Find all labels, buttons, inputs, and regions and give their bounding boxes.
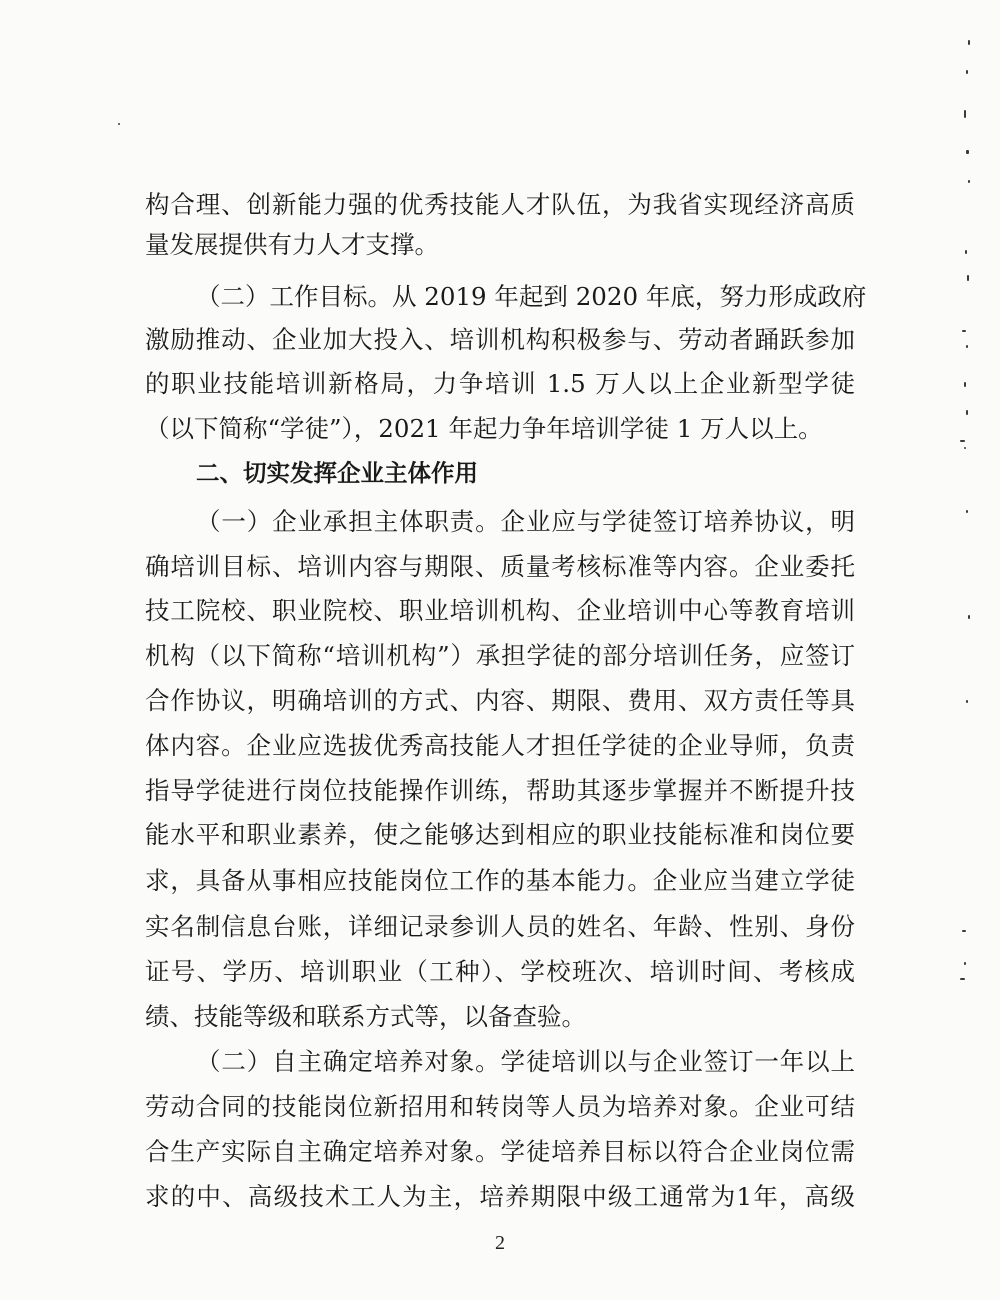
scan-speck	[966, 345, 968, 348]
scan-speck	[965, 250, 967, 254]
paragraph-line: 绩、技能等级和联系方式等，以备查验。	[145, 1002, 586, 1031]
page-number: 2	[495, 1232, 505, 1254]
scan-speck	[966, 510, 968, 513]
paragraph-line: 量发展提供有力人才支撑。	[145, 230, 439, 259]
scan-speck	[964, 382, 966, 387]
paragraph-line: （二）自主确定培养对象。学徒培训以与企业签订一年以上	[196, 1047, 855, 1076]
paragraph-line: 构合理、创新能力强的优秀技能人才队伍，为我省实现经济高质	[145, 190, 855, 219]
scan-speck	[962, 930, 966, 932]
paragraph-line: 技工院校、职业院校、职业培训机构、企业培训中心等教育培训	[145, 596, 855, 625]
scan-speck	[964, 962, 966, 965]
paragraph-line: 确培训目标、培训内容与期限、质量考核标准等内容。企业委托	[145, 552, 855, 581]
scan-speck	[962, 330, 966, 332]
paragraph-line: 机构（以下简称“培训机构”）承担学徒的部分培训任务，应签订	[145, 641, 855, 670]
paragraph-line: 能水平和职业素养，使之能够达到相应的职业技能标准和岗位要	[145, 820, 855, 849]
paragraph-line: （二）工作目标。从 2019 年起到 2020 年底，努力形成政府	[196, 282, 867, 311]
paragraph-line: 的职业技能培训新格局，力争培训 1.5 万人以上企业新型学徒	[145, 369, 855, 398]
paragraph-line: 激励推动、企业加大投入、培训机构积极参与、劳动者踊跃参加	[145, 325, 855, 354]
scan-speck	[966, 410, 968, 415]
scan-speck	[966, 70, 968, 74]
paragraph-line: 实名制信息台账，详细记录参训人员的姓名、年龄、性别、身份	[145, 912, 855, 941]
scan-speck	[968, 40, 970, 45]
paragraph-line: 合作协议，明确培训的方式、内容、期限、费用、双方责任等具	[145, 686, 855, 715]
paragraph-line: 求的中、高级技术工人为主，培养期限中级工通常为1年，高级	[145, 1182, 855, 1211]
scan-speck	[967, 275, 969, 281]
scan-speck	[968, 615, 970, 619]
section-heading: 二、切实发挥企业主体作用	[196, 459, 478, 487]
paragraph-line: 求，具备从事相应技能岗位工作的基本能力。企业应当建立学徒	[145, 866, 855, 895]
paragraph-line: （以下简称“学徒”），2021 年起力争年培训学徒 1 万人以上。	[145, 414, 823, 443]
scan-speck	[118, 123, 120, 125]
paragraph-line: 劳动合同的技能岗位新招用和转岗等人员为培养对象。企业可结	[145, 1092, 855, 1121]
scan-speck	[966, 150, 969, 154]
scan-speck	[966, 700, 968, 703]
paragraph-line: （一）企业承担主体职责。企业应与学徒签订培养协议，明	[196, 507, 855, 536]
paragraph-line: 证号、学历、培训职业（工种）、学校班次、培训时间、考核成	[145, 957, 855, 986]
paragraph-line: 合生产实际自主确定培养对象。学徒培养目标以符合企业岗位需	[145, 1137, 855, 1166]
scan-speck	[964, 447, 966, 449]
paragraph-line: 体内容。企业应选拔优秀高技能人才担任学徒的企业导师，负责	[145, 731, 855, 760]
paragraph-line: 指导学徒进行岗位技能操作训练，帮助其逐步掌握并不断提升技	[145, 776, 855, 805]
scan-speck	[964, 110, 966, 118]
scan-speck	[960, 978, 965, 980]
scan-speck	[968, 180, 970, 183]
scan-speck	[960, 440, 965, 442]
